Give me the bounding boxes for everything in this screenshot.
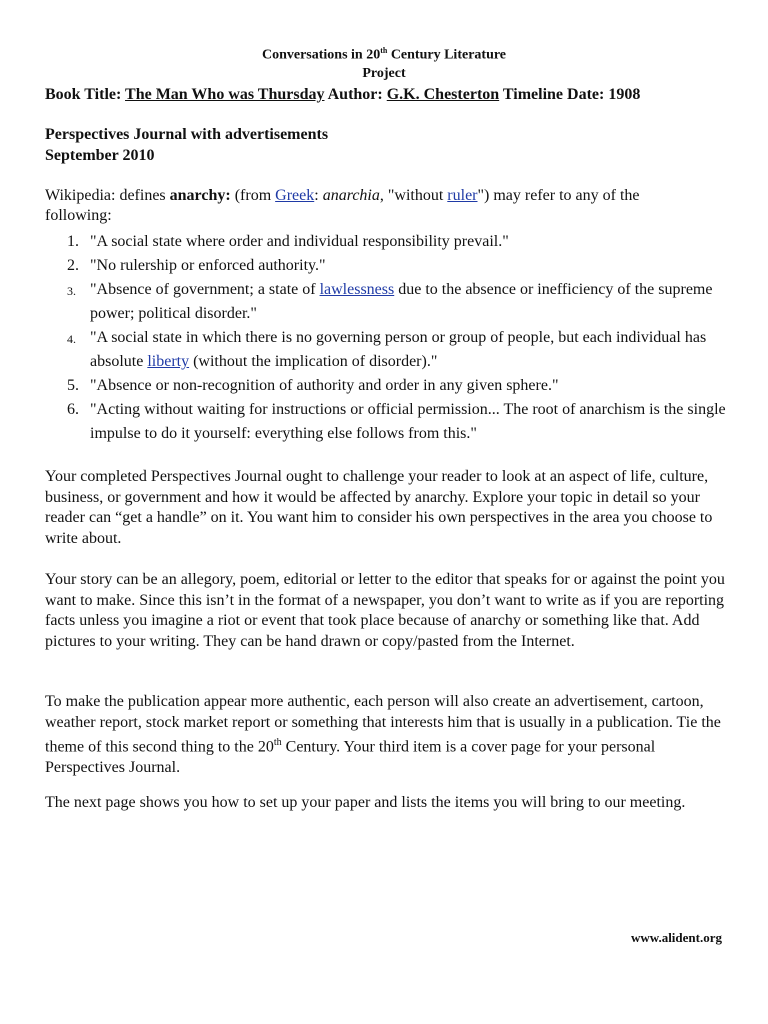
liberty-link[interactable]: liberty bbox=[147, 353, 190, 370]
intro-line-2: following: bbox=[45, 207, 112, 224]
intro-text-3: : bbox=[314, 187, 323, 204]
definition-list bbox=[45, 230, 735, 446]
intro-text-1: Wikipedia: defines bbox=[45, 187, 170, 204]
definition-number: 6. bbox=[67, 401, 79, 418]
definition-text-post: due to the absence or inefficiency of the supreme power; political disorder." bbox=[90, 281, 713, 322]
definition-text: "Acting without waiting for instructions or official permission... The root of anarchism is the single impulse to do it yourself: everything else follows from this." bbox=[90, 401, 726, 442]
header-title-post: Century Literature bbox=[387, 47, 507, 63]
intro-text-4: , "without bbox=[379, 187, 448, 204]
section-date: September 2010 bbox=[45, 147, 155, 164]
header-title-sup: th bbox=[380, 46, 388, 55]
footer-url[interactable]: www.alident.org bbox=[631, 930, 722, 945]
intro-text-5: ") may refer to any of the bbox=[477, 187, 640, 204]
header-title bbox=[0, 46, 768, 64]
lawlessness-link[interactable]: lawlessness bbox=[319, 281, 395, 298]
header-title-pre: Conversations in 20 bbox=[261, 47, 381, 63]
intro-text-2: (from bbox=[230, 187, 276, 204]
definition-number: 3. bbox=[67, 284, 76, 298]
paragraph-3 bbox=[45, 692, 735, 778]
definition-item-5 bbox=[45, 374, 735, 398]
paragraph-3-sup: th bbox=[273, 737, 282, 748]
definition-text: "Absence or non-recognition of authority and order in any given sphere." bbox=[90, 377, 559, 394]
definition-item-6 bbox=[45, 398, 735, 446]
book-title-label: Book Title: bbox=[45, 86, 126, 103]
definition-number: 5. bbox=[67, 377, 79, 394]
book-title: The Man Who was Thursday bbox=[125, 86, 325, 103]
definition-number: 4. bbox=[67, 332, 76, 346]
paragraph-3-post: Century. Your third item is a cover page for your personal Perspectives Journal. bbox=[45, 738, 656, 776]
timeline-date: Timeline Date: 1908 bbox=[499, 86, 641, 103]
definition-text-post: (without the implication of disorder)." bbox=[189, 353, 438, 370]
paragraph-1: Your completed Perspectives Journal ought to challenge your reader to look at an aspect of life, culture, business, or government and how it would be affected by anarchy. Explore your topic in detail so your reader can “get a handle” on it. You want him to consider his own perspectives in the area you choose to write about. bbox=[45, 468, 713, 547]
definition-item-1 bbox=[45, 230, 735, 254]
paragraph-3-pre: To make the publication appear more authentic, each person will also create an advertisement, cartoon, weather report, stock market report or something that interests him that is usually in a publication. Tie the theme of this second thing to the 20 bbox=[45, 693, 721, 756]
header-subtitle: Project bbox=[362, 66, 406, 81]
intro-line bbox=[45, 187, 640, 205]
definition-number: 2. bbox=[67, 257, 79, 274]
section-title: Perspectives Journal with advertisements bbox=[45, 126, 329, 143]
definition-text: "A social state where order and individual responsibility prevail." bbox=[90, 233, 509, 250]
greek-link[interactable]: Greek bbox=[275, 187, 315, 204]
author-label: Author: bbox=[324, 86, 387, 103]
definition-number: 1. bbox=[67, 233, 79, 250]
intro-anarchia: anarchia bbox=[322, 187, 380, 204]
author-name: G.K. Chesterton bbox=[386, 86, 500, 103]
definition-item-2 bbox=[45, 254, 735, 278]
book-line bbox=[45, 86, 640, 104]
definition-text-pre: "Absence of government; a state of bbox=[90, 281, 320, 298]
paragraph-4: The next page shows you how to set up your paper and lists the items you will bring to our meeting. bbox=[45, 794, 686, 811]
definition-text: "No rulership or enforced authority." bbox=[90, 257, 326, 274]
intro-term: anarchy: bbox=[169, 187, 231, 204]
definition-item-4 bbox=[45, 326, 735, 374]
paragraph-2: Your story can be an allegory, poem, editorial or letter to the editor that speaks for or against the point you want to make. Since this isn’t in the format of a newspaper, you don’t want to write as if you are reporting facts unless you imagine a riot or event that took place because of anarchy or something like that. Add pictures to your writing. They can be hand drawn or copy/pasted from the Internet. bbox=[45, 571, 725, 650]
definition-text-pre: "A social state in which there is no governing person or group of people, but each individual has absolute bbox=[90, 329, 707, 370]
ruler-link[interactable]: ruler bbox=[447, 187, 478, 204]
definition-item-3 bbox=[45, 278, 735, 326]
